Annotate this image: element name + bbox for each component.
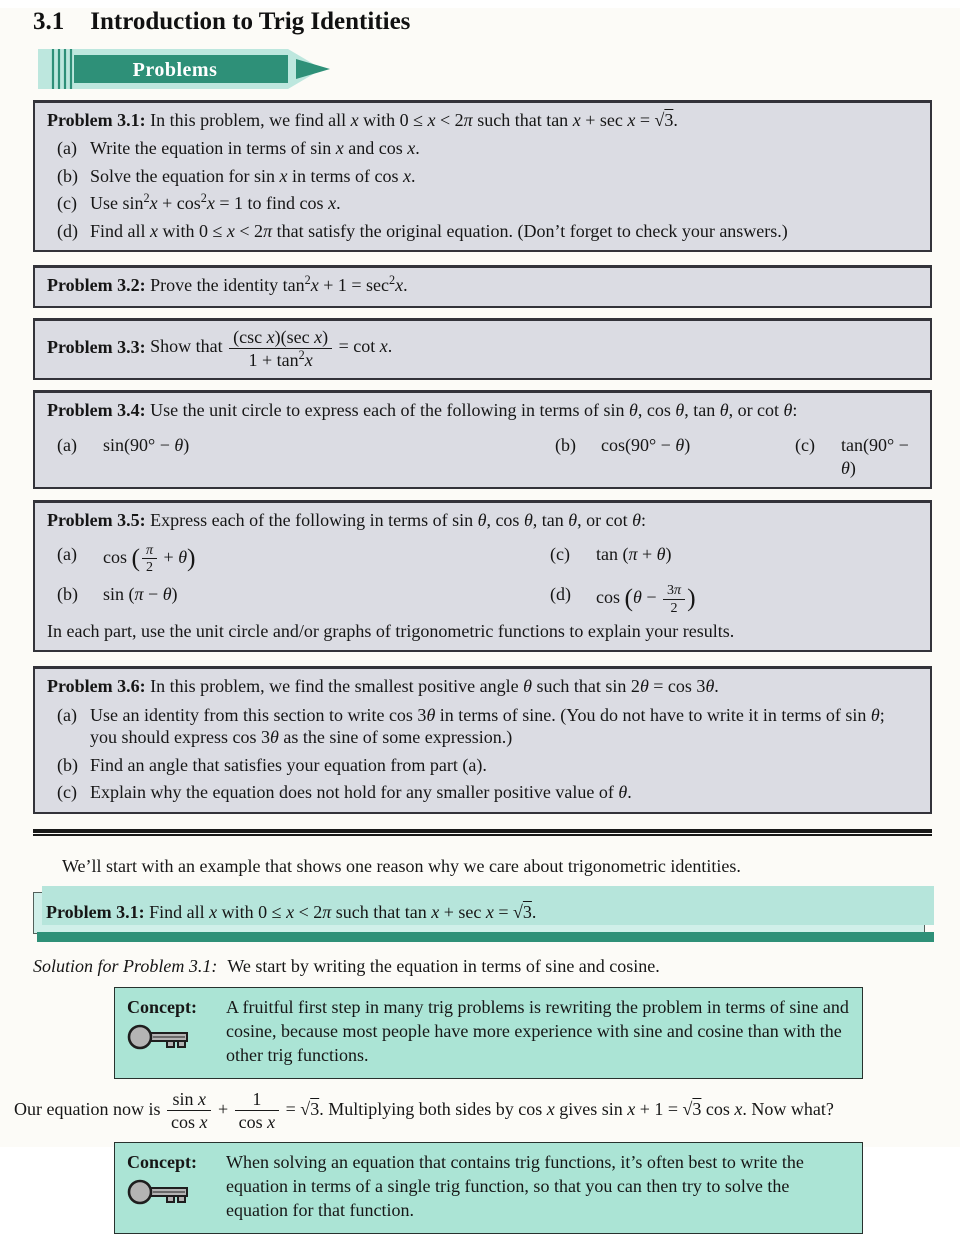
problem-3-6-label: Problem 3.6: xyxy=(47,676,146,697)
concept-text: A fruitful first step in many trig problems is rewriting the problem in terms of sine and cosine, because most people have more experience with sine and cosine than with the other trig functions. xyxy=(226,997,849,1066)
problem-3-5-part-d xyxy=(540,583,918,615)
problem-3-6-statement xyxy=(47,675,918,698)
part-text: sin (π − θ) xyxy=(103,584,178,605)
problem-box-3-5 xyxy=(33,500,932,652)
concept-box-1 xyxy=(114,987,863,1079)
problem-3-5-part-b xyxy=(47,583,540,615)
part-text: sin(90° − θ) xyxy=(103,435,190,456)
problem-box-3-2 xyxy=(33,265,932,307)
part-text: cos (θ − $\frac{3\pi}{2}$ ) xyxy=(596,582,696,616)
part-text: Use $\sin^2x + \cos^2x = 1$ to find cos x. xyxy=(90,191,341,214)
problem-3-1-text: In this problem, we find all x with 0 ≤ x < 2π such that tan x + sec x = √3. xyxy=(150,109,678,130)
concept-box-2 xyxy=(114,1142,863,1234)
problem-3-6-part-c xyxy=(47,781,918,804)
part-tag: (d) xyxy=(57,220,78,241)
part-text: Explain why the equation does not hold for any smaller positive value of θ. xyxy=(90,782,632,803)
problem-3-4-label: Problem 3.4: xyxy=(47,399,146,420)
problem-3-4-part-c xyxy=(785,434,918,479)
problems-banner xyxy=(38,48,960,90)
problem-3-5-label: Problem 3.5: xyxy=(47,510,146,531)
part-tag: (a) xyxy=(57,138,77,159)
key-icon xyxy=(127,1177,191,1209)
highlighted-problem-text: Find all x with 0 ≤ x < 2π such that tan x + sec x = √3. xyxy=(149,902,537,923)
concept-label: Concept: xyxy=(127,1152,197,1173)
pencil-banner-icon xyxy=(38,48,332,90)
problem-box-3-1 xyxy=(33,100,932,252)
section-heading xyxy=(33,8,960,37)
highlighted-problem-3-1 xyxy=(33,892,925,933)
part-text: tan(90° − θ) xyxy=(841,435,909,478)
problem-3-5-part-c xyxy=(540,543,918,575)
part-tag: (a) xyxy=(57,543,77,564)
section-divider-rule xyxy=(33,829,932,836)
problem-3-4-parts-row xyxy=(47,429,918,479)
problem-3-1-part-c xyxy=(47,192,918,215)
problem-3-2-label: Problem 3.2: xyxy=(47,275,146,296)
concept-label-column xyxy=(127,996,215,1068)
problem-3-5-text: Express each of the following in terms of sin θ, cos θ, tan θ, or cot θ: xyxy=(150,510,646,531)
problem-3-5-footer: In each part, use the unit circle and/or graphs of trigonometric functions to explain your results. xyxy=(47,620,735,641)
problem-box-3-3 xyxy=(33,318,932,380)
problem-3-1-statement xyxy=(47,109,918,132)
part-tag: (a) xyxy=(57,704,77,725)
part-tag: (c) xyxy=(550,543,570,564)
problem-box-3-6 xyxy=(33,666,932,813)
part-text: Use an identity from this section to write cos 3θ in terms of sine. (You do not have to write it in terms of sin θ; you should express cos 3θ as the sine of some expression.) xyxy=(90,704,885,748)
problem-3-2-text: Prove the identity $\tan^2x + 1 = \sec^2x$. xyxy=(150,273,408,296)
part-text: cos(90° − θ) xyxy=(601,435,691,456)
part-tag: (b) xyxy=(57,165,78,186)
part-text: Find all x with 0 ≤ x < 2π that satisfy the original equation. (Don’t forget to check your answers.) xyxy=(90,220,788,241)
highlighted-problem-statement xyxy=(46,901,912,924)
problem-3-2-statement xyxy=(47,274,918,297)
part-tag: (b) xyxy=(57,584,78,605)
solution-text: We start by writing the equation in terms of sine and cosine. xyxy=(227,955,660,976)
part-tag: (c) xyxy=(57,782,77,803)
problem-3-3-text: Show that $\frac{\text{(csc x)(sec x)}}{1 + \tan^2x}$ = cot x. xyxy=(150,326,393,370)
problem-3-6-part-a xyxy=(47,704,918,749)
problem-3-5-part-a xyxy=(47,543,540,575)
section-title: Introduction to Trig Identities xyxy=(90,8,411,35)
problem-3-6-text: In this problem, we find the smallest positive angle θ such that sin 2θ = cos 3θ. xyxy=(150,676,719,697)
part-tag: (b) xyxy=(57,754,78,775)
solution-label: Solution for Problem 3.1: xyxy=(33,955,218,976)
problem-3-5-statement xyxy=(47,509,918,532)
part-tag: (c) xyxy=(57,193,77,214)
problem-3-4-part-a xyxy=(47,434,545,479)
concept-label-column xyxy=(127,1151,215,1223)
part-text: cos ( $\frac{\pi}{2}$ + θ) xyxy=(103,541,196,575)
problem-3-4-text: Use the unit circle to express each of the following in terms of sin θ, cos θ, tan θ, or cot θ: xyxy=(150,399,798,420)
key-icon xyxy=(127,1022,191,1054)
problem-3-4-part-b xyxy=(545,434,785,479)
problem-3-3-statement xyxy=(47,327,918,370)
problem-3-1-part-d xyxy=(47,220,918,243)
problem-3-1-label: Problem 3.1: xyxy=(47,109,146,130)
part-tag: (a) xyxy=(57,435,77,456)
problem-3-5-parts-grid xyxy=(47,538,918,615)
solution-line xyxy=(33,955,950,978)
problem-3-4-statement xyxy=(47,399,918,422)
part-tag: (c) xyxy=(795,435,815,456)
problem-3-1-part-b xyxy=(47,165,918,188)
part-tag: (b) xyxy=(555,435,576,456)
part-text: Write the equation in terms of sin x and cos x. xyxy=(90,138,420,159)
problem-3-6-part-b xyxy=(47,754,918,777)
concept-label: Concept: xyxy=(127,997,197,1018)
interlude-paragraph: We’ll start with an example that shows one reason why we care about trigonometric identities. xyxy=(62,855,741,876)
problem-box-3-4 xyxy=(33,390,932,489)
textbook-page xyxy=(0,8,960,1221)
part-tag: (d) xyxy=(550,584,571,605)
problem-3-3-label: Problem 3.3: xyxy=(47,336,146,357)
problem-3-1-part-a xyxy=(47,137,918,160)
equation-paragraph: Our equation now is $\frac{\text{sin x}}{\text{cos x}}$ + $\frac{1}{\text{cos x}}$ = √3. Multiplying both sides by cos x gives sin x + 1 = √3 cos x. Now what? xyxy=(14,1088,834,1133)
part-text: Find an angle that satisfies your equation from part (a). xyxy=(90,754,487,775)
section-number: 3.1 xyxy=(33,8,65,35)
part-text: Solve the equation for sin x in terms of cos x. xyxy=(90,165,416,186)
problems-banner-label: Problems xyxy=(132,58,218,81)
part-text: tan (π + θ) xyxy=(596,543,672,564)
highlighted-problem-label: Problem 3.1: xyxy=(46,902,145,923)
concept-text: When solving an equation that contains trig functions, it’s often best to write the equation in terms of a single trig function, so that you can then try to solve the equation for that function. xyxy=(226,1152,804,1221)
